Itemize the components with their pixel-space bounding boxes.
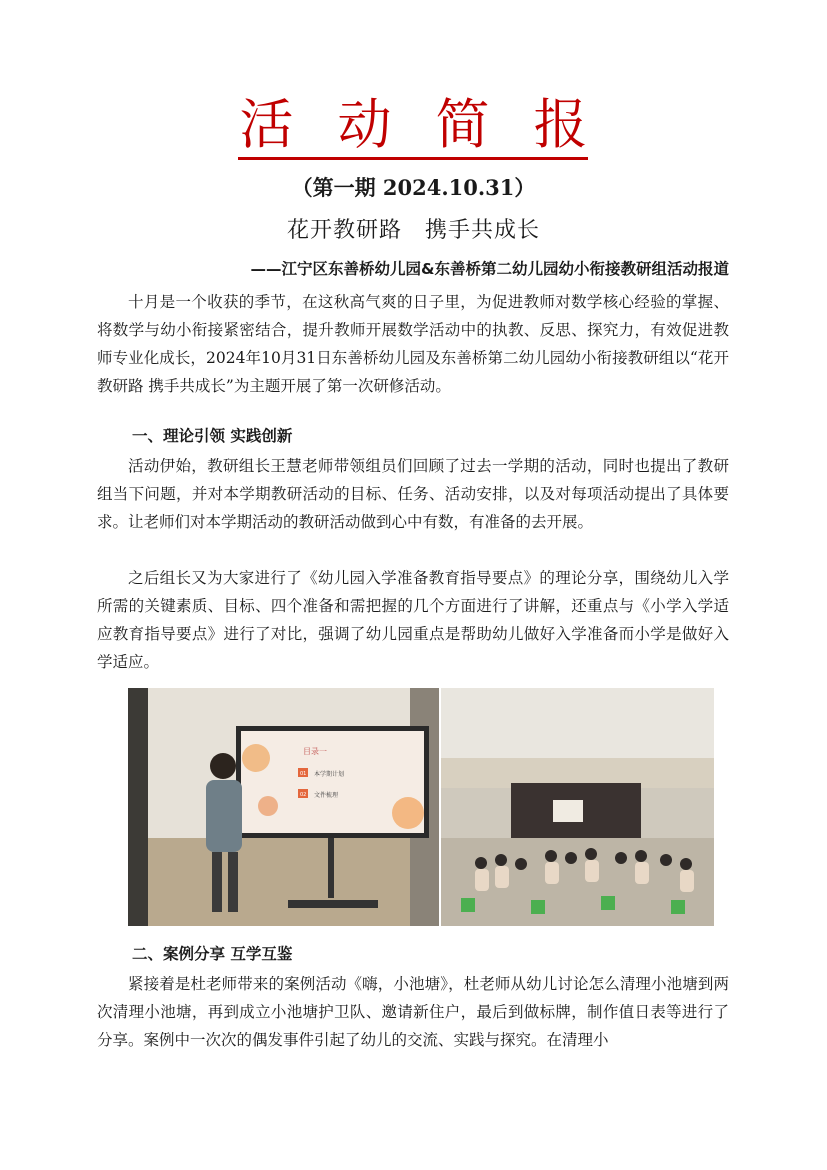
- title-underline: [238, 157, 588, 160]
- section2-paragraph-1: 紧接着是杜老师带来的案例活动《嗨，小池塘》，杜老师从幼儿讨论怎么清理小池塘到两次清理小池塘，再到成立小池塘护卫队、邀请新住户，最后到做标牌，制作值日表等进行了分享。案例中一次次的偶发事件引起了幼儿的交流、实践与探究。在清理小: [97, 975, 729, 1049]
- section1-paragraph-2: 之后组长又为大家进行了《幼儿园入学准备教育指导要点》的理论分享，围绕幼儿入学所需的关键素质、目标、四个准备和需把握的几个方面进行了讲解，还重点与《小学入学适应教育指导要点》进行了对比，强调了幼儿园重点是帮助幼儿做好入学准备而小学是做好入学适应。: [97, 569, 729, 671]
- photo-group-discussion: [441, 688, 714, 926]
- report-subtitle: 花开教研路 携手共成长: [286, 218, 540, 243]
- report-title: 活动简报: [239, 93, 632, 156]
- section2-heading: 二、案例分享 互学互鉴: [132, 945, 293, 963]
- report-byline: ——江宁区东善桥幼儿园&东善桥第二幼儿园幼小衔接教研组活动报道: [250, 260, 729, 278]
- section1-paragraph-1: 活动伊始，教研组长王慧老师带领组员们回顾了过去一学期的活动，同时也提出了教研组当下问题，并对本学期教研活动的目标、任务、活动安排，以及对每项活动提出了具体要求。让老师们对本学期活动的教研活动做到心中有数，有准备的去开展。: [97, 457, 729, 531]
- screen-item2-num: 02: [300, 792, 307, 798]
- issue-line: （第一期 2024.10.31）: [291, 175, 536, 200]
- section1-heading: 一、理论引领 实践创新: [132, 427, 293, 445]
- screen-item1-num: 01: [300, 771, 307, 777]
- screen-heading: 目录一: [303, 747, 327, 756]
- photo-teacher-presenting: [128, 688, 439, 926]
- screen-item2: 文件梳理: [314, 792, 339, 799]
- intro-paragraph: 十月是一个收获的季节，在这秋高气爽的日子里，为促进教师对数学核心经验的掌握、将数学与幼小衔接紧密结合，提升教师开展数学活动中的执教、反思、探究力，有效促进教师专业化成长，2024年10月31日东善桥幼儿园及东善桥第二幼儿园幼小衔接教研组以“花开教研路 携手共成长”为主题开展了第一次研修活动。: [97, 293, 729, 395]
- screen-item1: 本学期计划: [314, 771, 345, 778]
